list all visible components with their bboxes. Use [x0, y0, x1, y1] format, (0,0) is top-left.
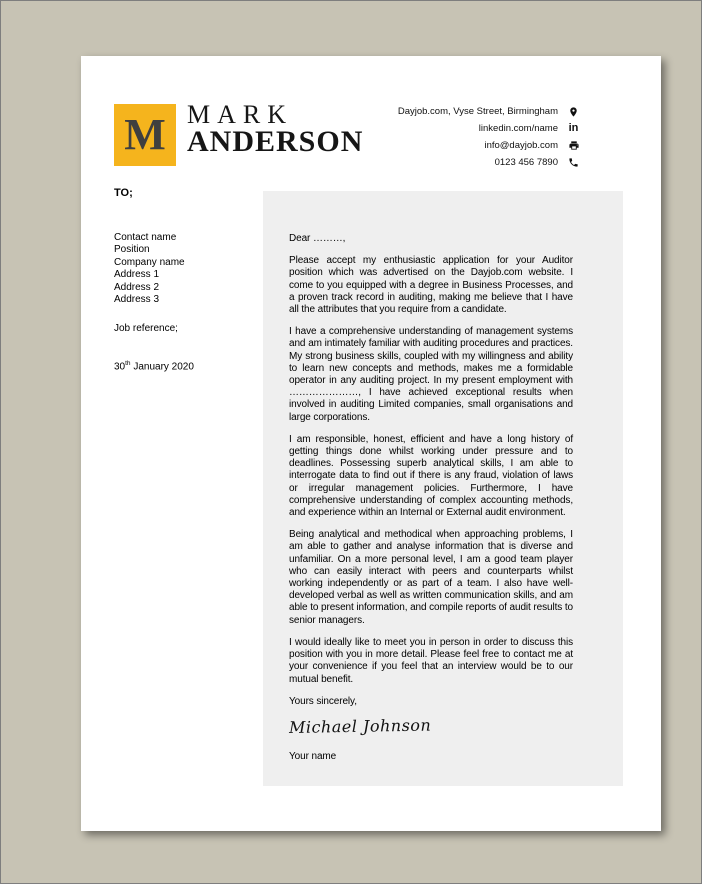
- location-pin-icon: [567, 106, 580, 118]
- fax-icon: [567, 140, 580, 151]
- contact-row-email: [398, 137, 580, 154]
- recipient-address-2: Address 2: [114, 281, 160, 293]
- contact-row-phone: [398, 154, 580, 171]
- date-suffix: th: [125, 359, 131, 367]
- job-reference-label: Job reference;: [114, 323, 178, 335]
- cover-letter-page: [81, 56, 661, 831]
- letter-paragraph: Please accept my enthusiastic application for your Auditor position which was advertised on the Dayjob.com website. I come to you equipped with a degree in Business Processes, and a proven track record in auditing, making me believe that I have all the attributes that you require from a candidate.: [289, 255, 573, 316]
- date-day: 30: [114, 361, 126, 373]
- letter-date: [114, 358, 254, 374]
- name-last: ANDERSON: [187, 125, 364, 159]
- contact-block: [398, 103, 580, 171]
- recipient-contact-name: Contact name: [114, 232, 177, 243]
- recipient-position: Position: [114, 244, 150, 256]
- recipient-details: [114, 232, 254, 374]
- recipient-address-3: Address 3: [114, 294, 160, 306]
- contact-email: info@dayjob.com: [484, 140, 558, 151]
- letter-body-panel: [263, 191, 623, 786]
- logo-letter: M: [124, 110, 166, 159]
- contact-phone: 0123 456 7890: [494, 157, 558, 168]
- closing-line: Yours sincerely,: [289, 695, 357, 707]
- contact-row-address: [398, 103, 580, 120]
- signature: Michael Johnson: [288, 715, 432, 737]
- contact-linkedin: linkedin.com/name: [478, 123, 558, 134]
- contact-row-linkedin: [398, 120, 580, 137]
- salutation: Dear ………,: [289, 233, 346, 244]
- signoff-name: Your name: [289, 750, 337, 762]
- brand-name: [187, 101, 363, 158]
- letter-paragraph: I have a comprehensive understanding of management systems and am intimately familiar with auditing procedures and practices. My strong business skills, coupled with my willingness and ability to learn new concepts and methods, makes me a formidable operator in any auditing project. In my present employment with …………………, I have achieved exceptional results when involved in auditing Limited companies, small organisations and large corporations.: [289, 326, 573, 423]
- name-first: MARK: [187, 100, 294, 129]
- recipient-address-1: Address 1: [114, 269, 160, 281]
- letter-paragraph: Being analytical and methodical when approaching problems, I am able to gather and analyse information that is diverse and unfamiliar. On a more personal level, I am a good team player who can easily interact with peers and counterparts whilst working independently or as part of a team. I also have well-developed verbal as well as written communication skills, and am able to present information, and compile reports of audit results to senior managers.: [289, 529, 573, 626]
- phone-icon: [567, 157, 580, 168]
- recipient-company-name: Company name: [114, 256, 185, 268]
- linkedin-icon: in: [568, 122, 579, 134]
- letter-paragraph: I would ideally like to meet you in person in order to discuss this position with you in more detail. Please feel free to contact me at your convenience if you feel that an interview would be to our mutual benefit.: [289, 636, 573, 685]
- contact-address: Dayjob.com, Vyse Street, Birmingham: [397, 106, 558, 117]
- date-rest: January 2020: [130, 361, 194, 373]
- to-label: TO;: [114, 187, 133, 199]
- letter-paragraph: I am responsible, honest, efficient and have a long history of getting things done whilst working under pressure and to deadlines. Possessing superb analytical skills, I am able to interrogate data to find out if there is any fraud, violation of laws or irregular management policies. Furthermore, I have comprehensive understanding of complex accounting methods, and experience within an Internal or External audit environment.: [289, 433, 573, 519]
- brand-logo: [114, 104, 176, 166]
